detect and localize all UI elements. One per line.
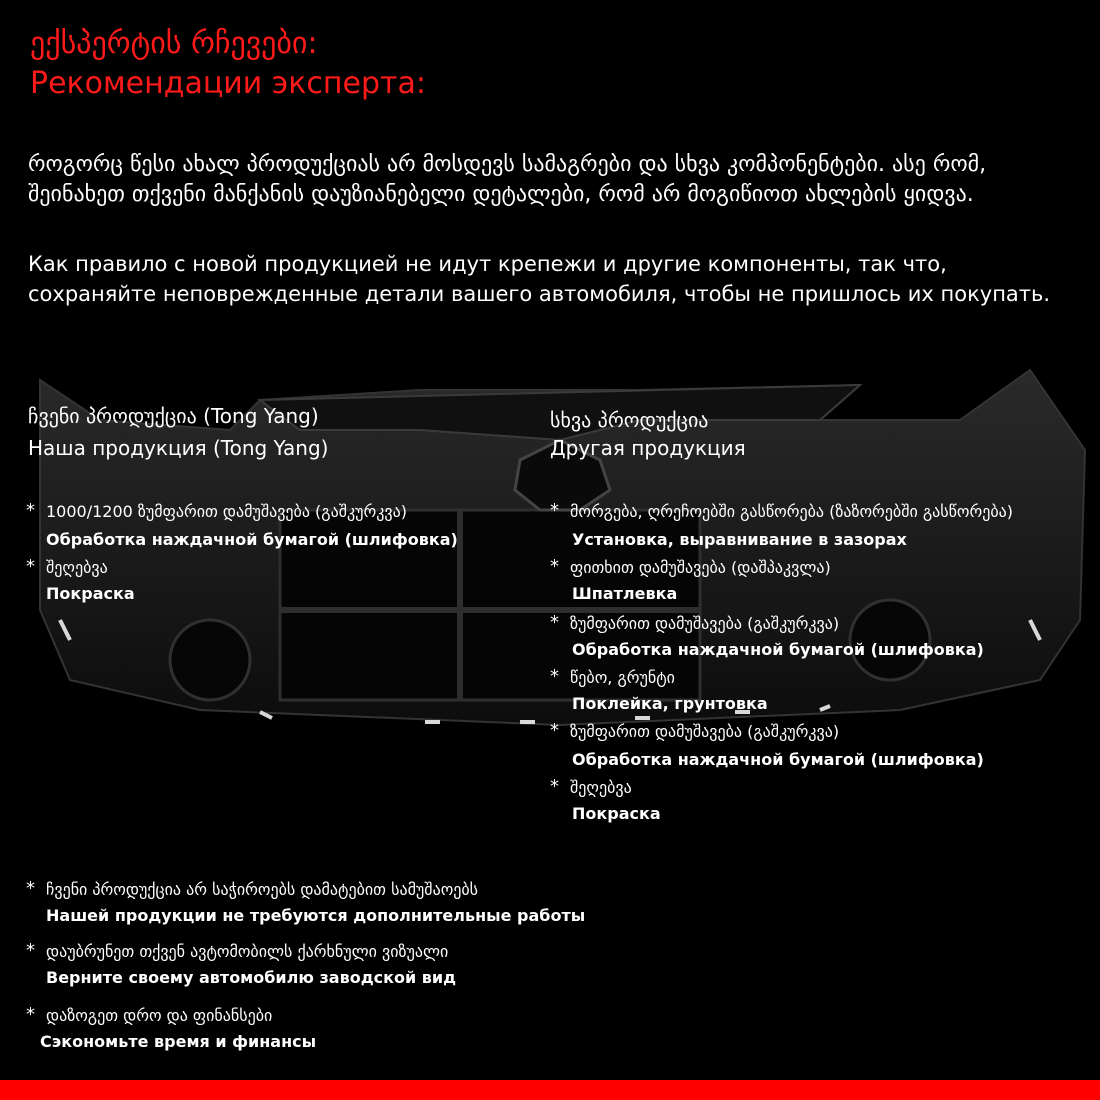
bullet-star: * — [550, 720, 559, 741]
other-item-2-ka: ფითხით დამუშავება (დაშპაკვლა) — [570, 558, 831, 577]
intro-georgian: როგორც წესი ახალ პროდუქციას არ მოსდევს სამაგრები და სხვა კომპონენტები. ასე რომ, შეინახეთ თქვენი მანქანის დაუზიანებელი დეტალები, რომ არ მოგიწიოთ ახლების ყიდვა. — [28, 152, 987, 207]
our-product-title-ru: Наша продукция (Tong Yang) — [28, 436, 329, 460]
benefit-3-ru: Сэкономьте время и финансы — [40, 1032, 317, 1051]
other-item-4-ru: Поклейка, грунтовка — [572, 694, 768, 713]
bullet-star: * — [550, 666, 559, 687]
heading-georgian: ექსპერტის რჩევები: — [30, 26, 318, 61]
bullet-star: * — [26, 940, 35, 961]
other-item-4-ka: წებო, გრუნტი — [570, 668, 675, 687]
other-item-6-ka: შეღებვა — [570, 778, 632, 797]
benefit-2-ka: დაუბრუნეთ თქვენ ავტომობილს ქარხნული ვიზუალი — [46, 942, 449, 961]
other-item-1-ka: მორგება, ღრეჩოებში გასწორება (ზაზორებში გასწორება) — [570, 502, 1013, 521]
bullet-star: * — [26, 556, 35, 577]
benefit-2-ru: Верните своему автомобилю заводской вид — [46, 968, 456, 987]
other-item-3-ru: Обработка наждачной бумагой (шлифовка) — [572, 640, 984, 659]
intro-russian: Как правило с новой продукцией не идут крепежи и другие компоненты, так что, сохраняйте неповрежденные детали вашего автомобиля, чтобы не пришлось их покупать. — [28, 252, 1051, 306]
bullet-star: * — [550, 556, 559, 577]
other-item-3-ka: ზუმფარით დამუშავება (გაშკურკვა) — [570, 614, 840, 633]
bullet-star: * — [26, 1004, 35, 1025]
our-item-2-ka: შეღებვა — [46, 558, 108, 577]
other-item-6-ru: Покраска — [572, 804, 661, 823]
bullet-star: * — [26, 878, 35, 899]
heading-russian: Рекомендации эксперта: — [30, 66, 426, 101]
other-item-2-ru: Шпатлевка — [572, 584, 678, 603]
bullet-star: * — [26, 500, 35, 521]
other-item-5-ka: ზუმფარით დამუშავება (გაშკურკვა) — [570, 722, 840, 741]
benefit-1-ru: Нашей продукции не требуются дополнительные работы — [46, 906, 586, 925]
our-item-2-ru: Покраска — [46, 584, 135, 603]
bullet-star: * — [550, 500, 559, 521]
other-item-1-ru: Установка, выравнивание в зазорах — [572, 530, 907, 549]
footer-accent-bar — [0, 1080, 1100, 1100]
benefit-1-ka: ჩვენი პროდუქცია არ საჭიროებს დამატებით სამუშაოებს — [46, 880, 479, 899]
other-product-title-ka: სხვა პროდუქცია — [550, 408, 709, 432]
bullet-star: * — [550, 776, 559, 797]
benefit-3-ka: დაზოგეთ დრო და ფინანსები — [46, 1006, 273, 1025]
other-item-5-ru: Обработка наждачной бумагой (шлифовка) — [572, 750, 984, 769]
our-item-1-ka: 1000/1200 ზუმფარით დამუშავება (გაშკურკვა) — [46, 502, 407, 521]
other-product-title-ru: Другая продукция — [550, 436, 746, 460]
bullet-star: * — [550, 612, 559, 633]
our-product-title-ka: ჩვენი პროდუქცია (Tong Yang) — [28, 404, 319, 428]
our-item-1-ru: Обработка наждачной бумагой (шлифовка) — [46, 530, 458, 549]
